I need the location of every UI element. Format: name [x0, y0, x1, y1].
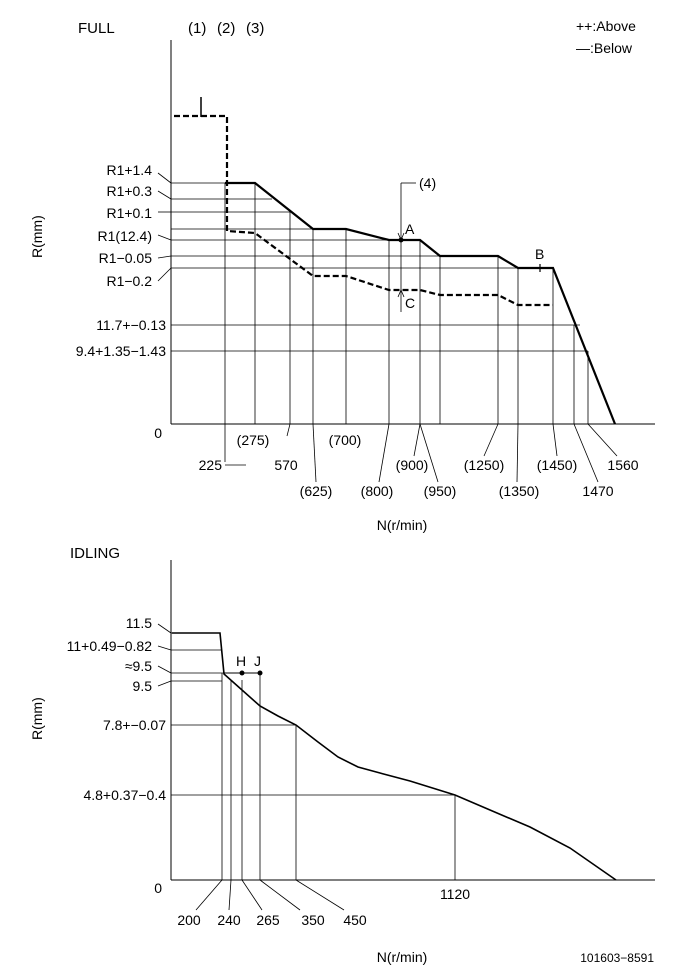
point-h-label: H: [236, 653, 247, 669]
point-h-dot: [240, 671, 244, 675]
full-below-curve: [174, 116, 553, 305]
speed-700: (700): [328, 432, 362, 448]
marker-2: (2): [217, 20, 236, 37]
point-4-label: (4): [419, 175, 437, 191]
speed-1250: (1250): [463, 457, 505, 473]
r-label-11-7: 11.7+−0.13: [96, 317, 166, 333]
legend-below: —:Below: [576, 40, 633, 56]
r-label-r1-minus-0-05: R1−0.05: [98, 250, 152, 266]
idle-speed-265: 265: [256, 912, 280, 928]
idling-r-11-5: 11.5: [125, 615, 152, 631]
speed-950: (950): [423, 483, 457, 499]
speed-570: 570: [274, 457, 298, 473]
idle-speed-240: 240: [217, 912, 241, 928]
speed-1450: (1450): [536, 457, 578, 473]
r-label-r1-plus-1-4: R1+1.4: [106, 162, 152, 178]
idling-curve: [172, 633, 616, 880]
point-b-label: B: [535, 246, 545, 262]
speed-900: (900): [395, 457, 429, 473]
r-label-r1: R1(12.4): [97, 228, 152, 244]
speed-800: (800): [360, 483, 394, 499]
r-label-r1-plus-0-1: R1+0.1: [106, 205, 152, 221]
point-j-dot: [258, 671, 262, 675]
speed-625: (625): [299, 483, 333, 499]
r-label-9-4: 9.4+1.35−1.43: [75, 343, 166, 359]
idling-r-11: 11+0.49−0.82: [66, 638, 152, 654]
drawing-number: 101603−8591: [580, 951, 654, 965]
idling-y-axis-label: R(mm): [29, 697, 45, 740]
point-j-label: J: [254, 653, 261, 669]
idling-r-4-8: 4.8+0.37−0.4: [83, 787, 166, 803]
idling-speed-leaders: [196, 880, 344, 910]
speed-1560: 1560: [607, 457, 639, 473]
idle-speed-450: 450: [343, 912, 367, 928]
idling-label-leaders: [158, 624, 171, 686]
idling-r-9-5: 9.5: [132, 678, 152, 694]
idling-ref-lines: [171, 633, 455, 795]
idling-x-axis-label: N(r/min): [376, 949, 428, 965]
full-y-axis-label: R(mm): [29, 215, 45, 258]
full-label-leaders: [158, 173, 171, 281]
full-zero-label: 0: [154, 425, 162, 441]
r-label-r1-minus-0-2: R1−0.2: [106, 273, 152, 289]
idle-speed-1120: 1120: [439, 886, 471, 902]
full-chart: [158, 40, 655, 482]
idling-r-7-8: 7.8+−0.07: [102, 717, 166, 733]
speed-275: (275): [236, 432, 270, 448]
idling-title: IDLING: [70, 545, 121, 562]
r-label-r1-plus-0-3: R1+0.3: [106, 183, 152, 199]
speed-225: 225: [198, 457, 222, 473]
point-c-label: C: [405, 295, 416, 311]
legend-above: ++:Above: [576, 18, 636, 34]
idling-zero-label: 0: [154, 880, 162, 896]
point-a-dot: [399, 238, 403, 242]
marker-3: (3): [246, 20, 265, 37]
marker-1: (1): [188, 20, 207, 37]
idling-r-approx-9-5: ≈9.5: [124, 658, 152, 674]
point-a-label: A: [405, 221, 415, 237]
idling-chart: [158, 560, 655, 910]
idle-speed-200: 200: [177, 912, 201, 928]
full-speed-leaders: [225, 424, 617, 482]
full-x-axis-label: N(r/min): [376, 517, 428, 533]
idle-speed-350: 350: [301, 912, 325, 928]
full-title: FULL: [78, 20, 115, 37]
speed-1350: (1350): [498, 483, 540, 499]
speed-1470: 1470: [582, 483, 614, 499]
